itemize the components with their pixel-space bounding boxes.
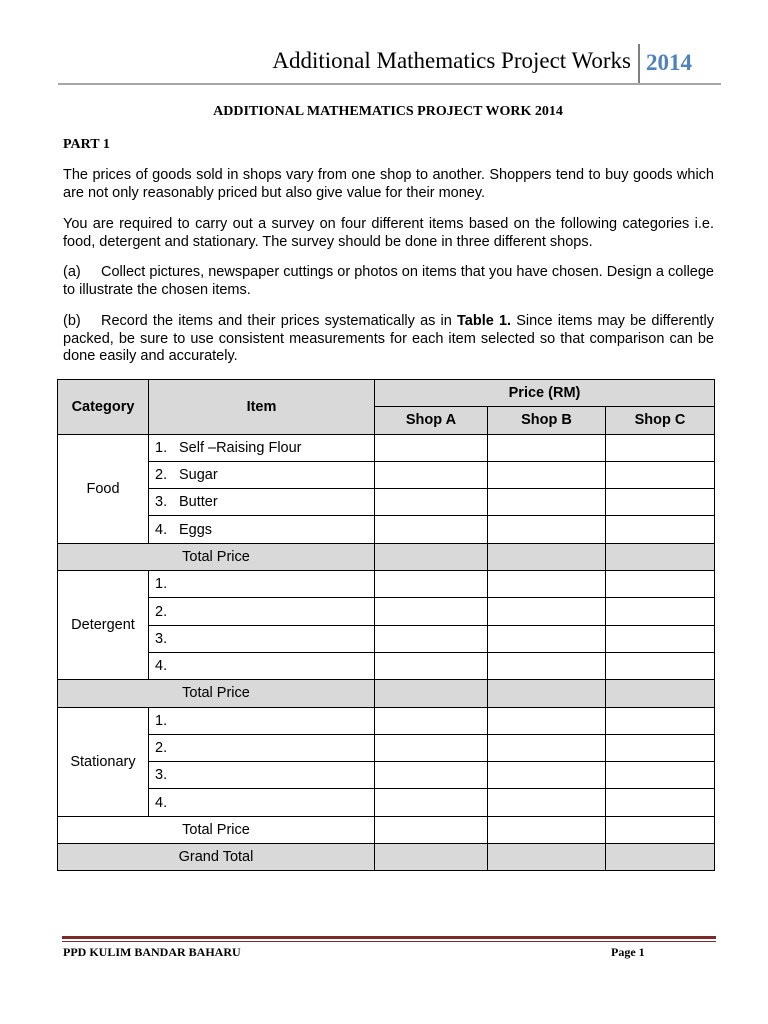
page-number: Page 1 xyxy=(611,945,645,959)
price-cell[interactable] xyxy=(375,652,488,679)
task-b-label: (b) xyxy=(63,313,81,329)
price-cell[interactable] xyxy=(606,571,715,598)
item-cell: 4. Eggs xyxy=(149,516,375,543)
price-cell[interactable] xyxy=(606,461,715,488)
price-cell[interactable] xyxy=(375,489,488,516)
footer-district: PPD KULIM BANDAR BAHARU xyxy=(63,945,241,959)
task-a-text: Collect pictures, newspaper cuttings or photos on items that you have chosen. Design a college to illustrate the chosen items. xyxy=(63,264,714,298)
footer-rule-thin xyxy=(62,941,716,942)
price-cell[interactable] xyxy=(375,516,488,543)
footer-rule xyxy=(62,936,716,939)
price-cell[interactable] xyxy=(606,625,715,652)
table-row xyxy=(58,461,715,488)
price-cell[interactable] xyxy=(488,543,606,570)
price-cell[interactable] xyxy=(606,844,715,871)
grand-total-row xyxy=(58,844,715,871)
price-cell[interactable] xyxy=(488,789,606,816)
header-shop-b: Shop B xyxy=(488,407,606,434)
price-cell[interactable] xyxy=(375,598,488,625)
item-cell: 2. Sugar xyxy=(149,461,375,488)
table-row xyxy=(58,734,715,761)
price-cell[interactable] xyxy=(375,816,488,843)
header-shop-a: Shop A xyxy=(375,407,488,434)
price-cell[interactable] xyxy=(606,762,715,789)
item-cell: 1. xyxy=(149,571,375,598)
table-row xyxy=(58,625,715,652)
price-cell[interactable] xyxy=(488,598,606,625)
price-cell[interactable] xyxy=(375,734,488,761)
table-row xyxy=(58,789,715,816)
total-row-stationary xyxy=(58,816,715,843)
header-year: 2014 xyxy=(646,50,692,75)
item-cell: 4. xyxy=(149,789,375,816)
table-row xyxy=(58,762,715,789)
price-cell[interactable] xyxy=(488,461,606,488)
price-cell[interactable] xyxy=(606,598,715,625)
price-cell[interactable] xyxy=(488,434,606,461)
price-cell[interactable] xyxy=(488,762,606,789)
price-cell[interactable] xyxy=(606,652,715,679)
price-cell[interactable] xyxy=(488,680,606,707)
price-table xyxy=(57,379,715,871)
paragraph-survey: You are required to carry out a survey on four different items based on the following categories i.e. food, detergent and stationary. The survey should be done in three different shops. xyxy=(63,216,714,250)
price-cell[interactable] xyxy=(375,434,488,461)
paragraph-intro: The prices of goods sold in shops vary from one shop to another. Shoppers tend to buy goods which are not only reasonably priced but also give value for their money. xyxy=(63,167,714,201)
total-price-label: Total Price xyxy=(58,543,375,570)
price-cell[interactable] xyxy=(606,789,715,816)
table-reference: Table 1. xyxy=(457,313,512,329)
table-row xyxy=(58,571,715,598)
price-cell[interactable] xyxy=(488,707,606,734)
price-cell[interactable] xyxy=(606,489,715,516)
total-price-label: Total Price xyxy=(58,680,375,707)
price-cell[interactable] xyxy=(606,516,715,543)
header-item: Item xyxy=(149,380,375,435)
price-cell[interactable] xyxy=(375,680,488,707)
category-food: Food xyxy=(58,434,149,543)
total-price-label: Total Price xyxy=(58,816,375,843)
header-separator xyxy=(638,44,640,84)
total-row-detergent xyxy=(58,680,715,707)
item-cell: 3. xyxy=(149,762,375,789)
item-cell: 3. xyxy=(149,625,375,652)
category-stationary: Stationary xyxy=(58,707,149,816)
item-cell: 2. xyxy=(149,734,375,761)
paragraph-task-a xyxy=(63,264,714,299)
price-cell[interactable] xyxy=(488,571,606,598)
price-cell[interactable] xyxy=(375,707,488,734)
price-cell[interactable] xyxy=(488,844,606,871)
price-cell[interactable] xyxy=(375,571,488,598)
price-cell[interactable] xyxy=(606,434,715,461)
table-row xyxy=(58,707,715,734)
price-cell[interactable] xyxy=(606,680,715,707)
item-cell: 3. Butter xyxy=(149,489,375,516)
price-cell[interactable] xyxy=(606,816,715,843)
table-row xyxy=(58,598,715,625)
table-row xyxy=(58,516,715,543)
part-label: PART 1 xyxy=(63,137,110,152)
price-cell[interactable] xyxy=(488,489,606,516)
paragraph-task-b xyxy=(63,313,714,366)
table-row xyxy=(58,652,715,679)
document-title: ADDITIONAL MATHEMATICS PROJECT WORK 2014 xyxy=(213,104,563,119)
item-cell: 2. xyxy=(149,598,375,625)
price-cell[interactable] xyxy=(375,625,488,652)
price-cell[interactable] xyxy=(606,707,715,734)
header-rule xyxy=(58,83,721,85)
table-row xyxy=(58,434,715,461)
price-cell[interactable] xyxy=(606,734,715,761)
grand-total-label: Grand Total xyxy=(58,844,375,871)
price-cell[interactable] xyxy=(606,543,715,570)
price-cell[interactable] xyxy=(375,789,488,816)
price-cell[interactable] xyxy=(375,461,488,488)
task-b-text-post: Since items may be differently packed, be sure to use consistent measurements for each item selected so that comparison can be done easily and accurately. xyxy=(63,313,714,364)
header-price: Price (RM) xyxy=(375,380,715,407)
price-cell[interactable] xyxy=(375,844,488,871)
total-row-food xyxy=(58,543,715,570)
category-detergent: Detergent xyxy=(58,571,149,680)
item-cell: 1. xyxy=(149,707,375,734)
price-cell[interactable] xyxy=(488,652,606,679)
price-cell[interactable] xyxy=(488,625,606,652)
header-shop-c: Shop C xyxy=(606,407,715,434)
price-cell[interactable] xyxy=(488,734,606,761)
price-cell[interactable] xyxy=(488,516,606,543)
header-category: Category xyxy=(58,380,149,435)
table-row xyxy=(58,489,715,516)
item-cell: 1. Self –Raising Flour xyxy=(149,434,375,461)
price-cell[interactable] xyxy=(488,816,606,843)
price-cell[interactable] xyxy=(375,762,488,789)
header-title: Additional Mathematics Project Works xyxy=(272,48,631,73)
price-cell[interactable] xyxy=(375,543,488,570)
item-cell: 4. xyxy=(149,652,375,679)
task-a-label: (a) xyxy=(63,264,81,280)
task-b-text-pre: Record the items and their prices systematically as in xyxy=(101,313,458,329)
